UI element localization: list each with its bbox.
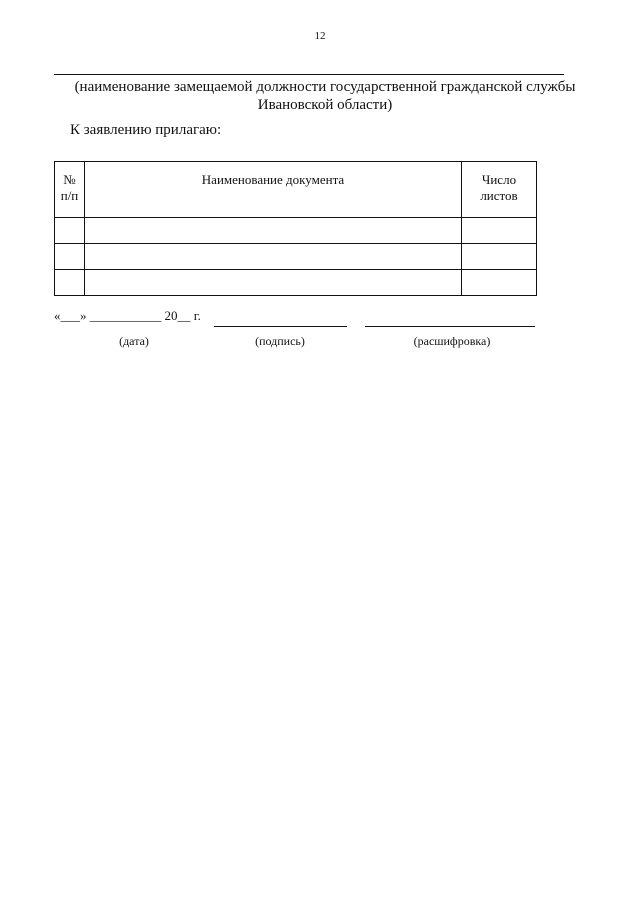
header-sheets-line1: Число — [481, 172, 517, 187]
table-row — [55, 218, 537, 244]
row-sheets-cell[interactable] — [462, 244, 537, 270]
header-number-cell — [55, 162, 85, 218]
date-field[interactable]: «___» ___________ 20__ г. — [54, 308, 201, 323]
header-number-symbol: № — [63, 172, 76, 187]
header-sheets-cell — [462, 162, 537, 218]
transcript-caption: (расшифровка) — [413, 334, 491, 348]
date-caption: (дата) — [119, 334, 149, 348]
signature-caption: (подпись) — [255, 334, 305, 348]
table-row — [55, 244, 537, 270]
documents-table — [54, 161, 537, 296]
table-row — [55, 270, 537, 296]
position-fill-line — [54, 74, 564, 75]
header-number-abbr: п/п — [60, 188, 79, 203]
table-header-row — [55, 162, 537, 218]
header-sheets-line2: листов — [480, 188, 518, 203]
header-document-name: Наименование документа — [201, 172, 345, 187]
position-caption-line2: Ивановской области) — [257, 97, 393, 113]
position-caption-line1: (наименование замещаемой должности государственной гражданской службы — [74, 79, 576, 95]
row-number-cell[interactable] — [55, 244, 85, 270]
header-document-name-cell — [85, 162, 462, 218]
row-number-cell[interactable] — [55, 270, 85, 296]
row-document-cell[interactable] — [85, 244, 462, 270]
row-document-cell[interactable] — [85, 270, 462, 296]
row-number-cell[interactable] — [55, 218, 85, 244]
signature-fill-line[interactable] — [214, 326, 347, 327]
attachment-label: К заявлению прилагаю: — [70, 122, 222, 138]
row-document-cell[interactable] — [85, 218, 462, 244]
row-sheets-cell[interactable] — [462, 270, 537, 296]
transcript-fill-line[interactable] — [365, 326, 535, 327]
row-sheets-cell[interactable] — [462, 218, 537, 244]
position-caption — [60, 78, 590, 114]
page-number: 12 — [314, 30, 326, 42]
